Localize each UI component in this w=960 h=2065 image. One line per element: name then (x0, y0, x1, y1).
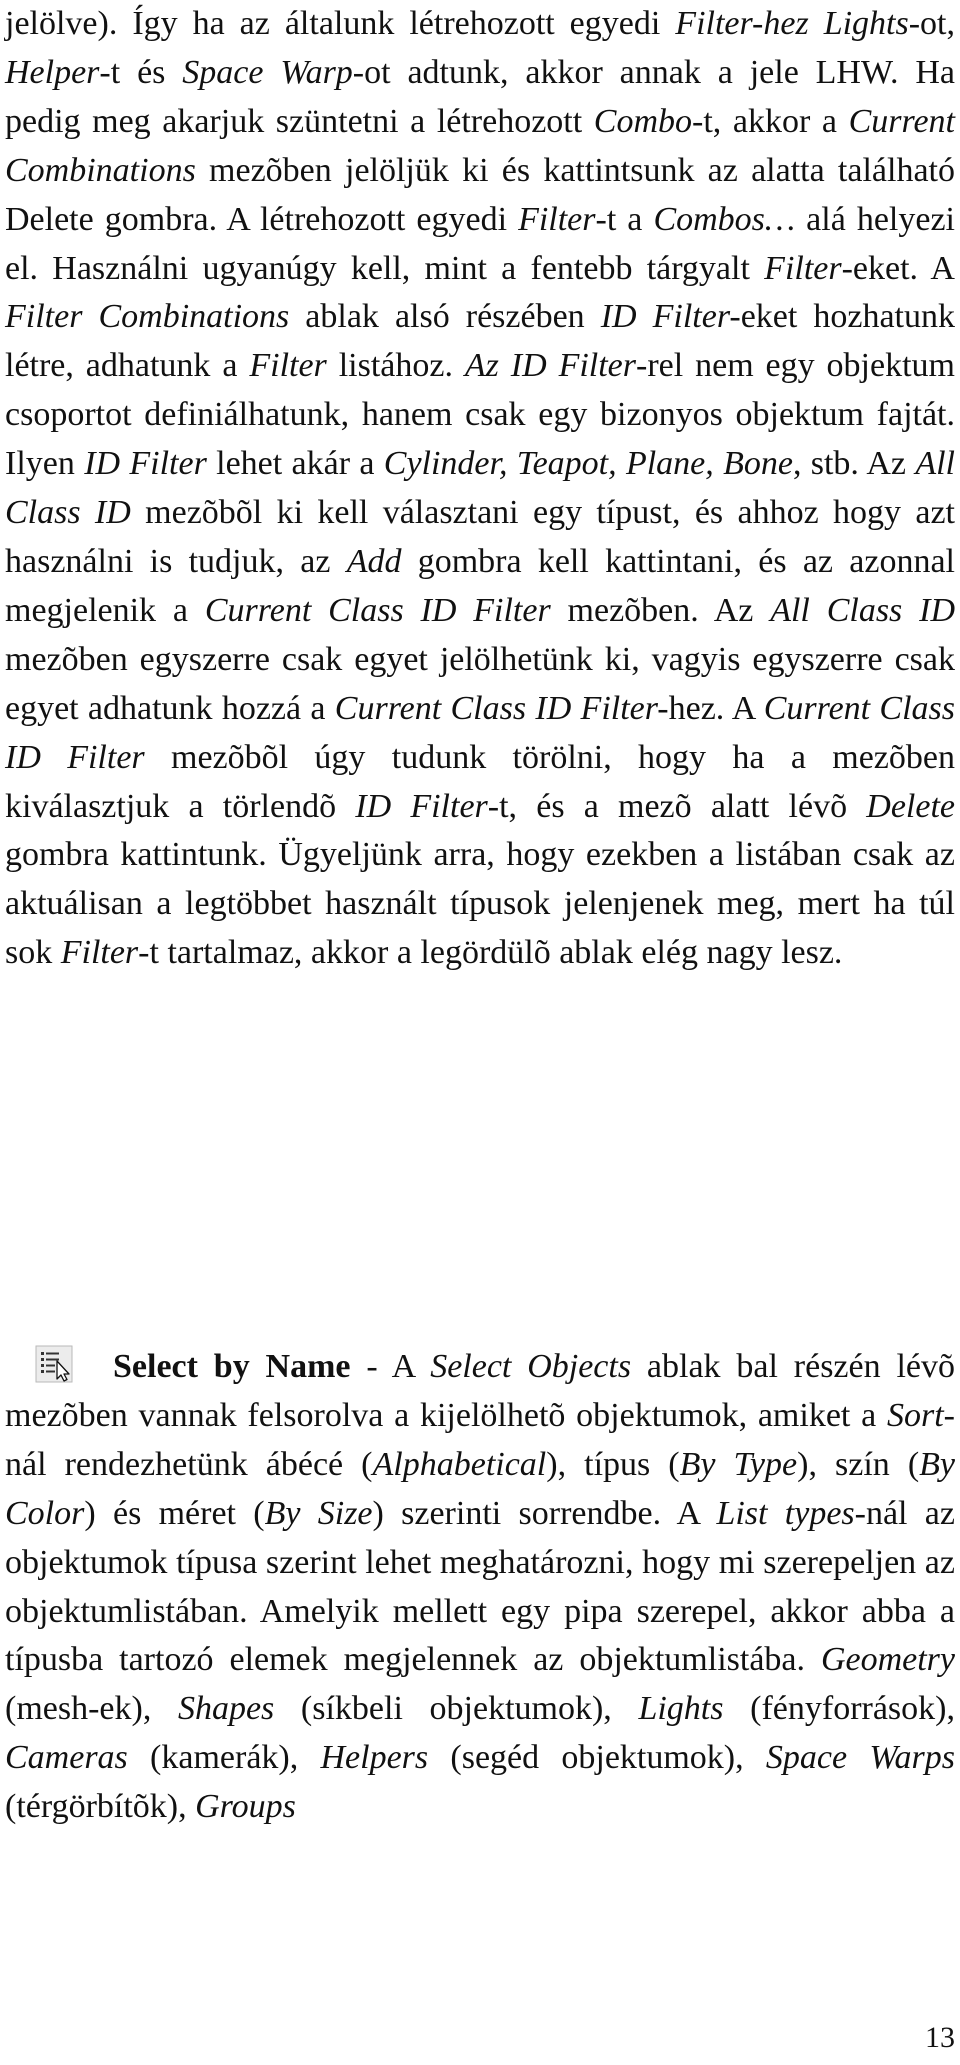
italic-term: Filter-hez (675, 5, 809, 42)
body-paragraph-select-by-name (5, 1343, 955, 1832)
text-run: lehet akár a (206, 445, 384, 483)
body-paragraph-filter-combinations (5, 0, 955, 978)
text-run: mezõbõl ki kell választani egy típust, és ahhoz hogy azt használni is tudjuk, az (5, 494, 955, 580)
text-run: -eket. A (841, 249, 955, 287)
italic-term: Delete (866, 787, 955, 825)
italic-term: Groups (195, 1788, 296, 1826)
italic-term: Space Warp (182, 53, 353, 91)
italic-term: Current Class ID Filter (5, 689, 955, 776)
text-run: (kamerák), (127, 1739, 321, 1777)
italic-term: Geometry (820, 1641, 955, 1679)
text-run: (segéd objektumok), (428, 1739, 766, 1777)
italic-term: By Type (679, 1445, 798, 1483)
text-run: ablak alsó részében (289, 298, 601, 336)
italic-term: Lights (638, 1690, 724, 1728)
text-run: hez. A (668, 689, 764, 727)
italic-term: ID Filter (84, 445, 207, 483)
italic-term: By Color (5, 1445, 955, 1532)
text-run (809, 5, 824, 42)
text-run: -ot adtunk, akkor annak a jele LHW. Ha pedig meg akarjuk szüntetni a létrehozott (5, 53, 955, 140)
text-run: mezõbõl úgy tudunk törölni, hogy ha a mezõben kiválasztjuk a törlendõ (5, 738, 955, 825)
text-run: listához. (326, 347, 465, 385)
text-run: jelölve). Így ha az általunk létrehozott egyedi (5, 5, 676, 42)
text-run: (mesh-ek), (5, 1690, 178, 1728)
italic-term: ID Filter- (600, 298, 741, 336)
italic-term: Current Combinations (5, 102, 955, 189)
italic-term: Current Class ID Filter (204, 591, 551, 629)
italic-term: Lights (823, 5, 909, 42)
italic-term: All Class ID (770, 591, 956, 629)
text-run: -t a (595, 200, 654, 238)
text-run: -t tartalmaz, akkor a legördülõ ablak elég nagy lesz. (138, 934, 843, 972)
text-run: alá helyezi el. Használni ugyanúgy kell, mint a fentebb tárgyalt (5, 200, 956, 287)
text-run: (fényforrások), (723, 1690, 955, 1728)
italic-term: Combo (593, 102, 693, 140)
select-by-name-text (5, 1348, 955, 1825)
text-run: -t, akkor a (692, 102, 849, 140)
page-number: 13 (925, 2021, 955, 2054)
text-run: mezõben. Az (550, 591, 771, 629)
italic-term: Filter (60, 934, 139, 972)
text-run: -rel nem egy objektum csoportot definiálhatunk, hanem csak egy bizonyos objektum fajtát. Ilyen (5, 347, 955, 483)
italic-term: Helpers (320, 1739, 429, 1777)
text-run: -nál az objektumok típusa szerint lehet meghatározni, hogy mi szerepeljen az objektumlistában. Amelyik mellett egy pipa szerepel, akkor abba a típusba tartozó elemek megjelennek az objektumlistába. (5, 1494, 955, 1679)
select-by-name-icon (35, 1345, 73, 1383)
section-title: Select by Name (113, 1348, 351, 1385)
italic-term: Current Class ID Filter- (334, 689, 669, 727)
text-run: ), típus ( (546, 1445, 680, 1483)
text-run: ), szín ( (797, 1445, 920, 1483)
italic-term: List types (716, 1494, 855, 1532)
italic-term: Filter (764, 249, 842, 287)
italic-term: Filter (249, 347, 327, 385)
text-run: mezõben egyszerre csak egyet jelölhetünk ki, vagyis egyszerre csak egyet adhatunk hozzá a (5, 640, 955, 727)
italic-term: Add (346, 542, 402, 580)
italic-term: Cameras (5, 1739, 128, 1777)
italic-term: Select Objects (430, 1348, 632, 1385)
text-run: -nál rendezhetünk ábécé ( (5, 1396, 955, 1483)
italic-term: Shapes (177, 1690, 275, 1728)
italic-term: By Size (264, 1494, 373, 1532)
text-run: gombra kell kattintani, és az azonnal megjelenik a (5, 542, 955, 629)
text-run: (térgörbítõk), (5, 1788, 196, 1826)
italic-term: Filter Combinations (5, 298, 290, 336)
italic-term: ID Filter (355, 787, 488, 825)
text-run: ablak bal részén lévõ mezõben vannak felsorolva a kijelölhetõ objektumok, amiket a (5, 1348, 956, 1434)
text-run: ) szerinti sorrendbe. A (372, 1494, 717, 1532)
text-run: , stb. Az (792, 445, 916, 483)
text-run: (síkbeli objektumok), (274, 1690, 639, 1728)
italic-term: Alphabetical (372, 1445, 547, 1483)
text-run: mezõben jelöljük ki és kattintsunk az alatta található Delete gombra. A létrehozott egyedi (5, 151, 955, 238)
text-run: eket hozhatunk létre, adhatunk a (5, 298, 955, 385)
italic-term: All Class ID (5, 445, 956, 532)
italic-term: Cylinder, Teapot, Plane, Bone (383, 445, 793, 483)
italic-term: Space Warps (765, 1739, 955, 1777)
italic-term: Filter (518, 200, 596, 238)
text-run: gombra kattintunk. Ügyeljünk arra, hogy ezekben a listában csak az aktuálisan a legtöbbet használt típusok jelenjenek meg, mert ha túl sok (5, 836, 955, 972)
italic-term: Combos… (653, 200, 796, 238)
text-run: -ot, (908, 5, 956, 42)
text-run: ) és méret ( (84, 1494, 265, 1532)
text-run: -t, és a mezõ alatt lévõ (487, 787, 867, 825)
italic-term: Az ID Filter (464, 347, 637, 385)
text-run: - A (350, 1348, 431, 1385)
italic-term: Sort (886, 1396, 944, 1434)
text-run: -t és (99, 53, 183, 91)
italic-term: Helper (5, 53, 100, 91)
